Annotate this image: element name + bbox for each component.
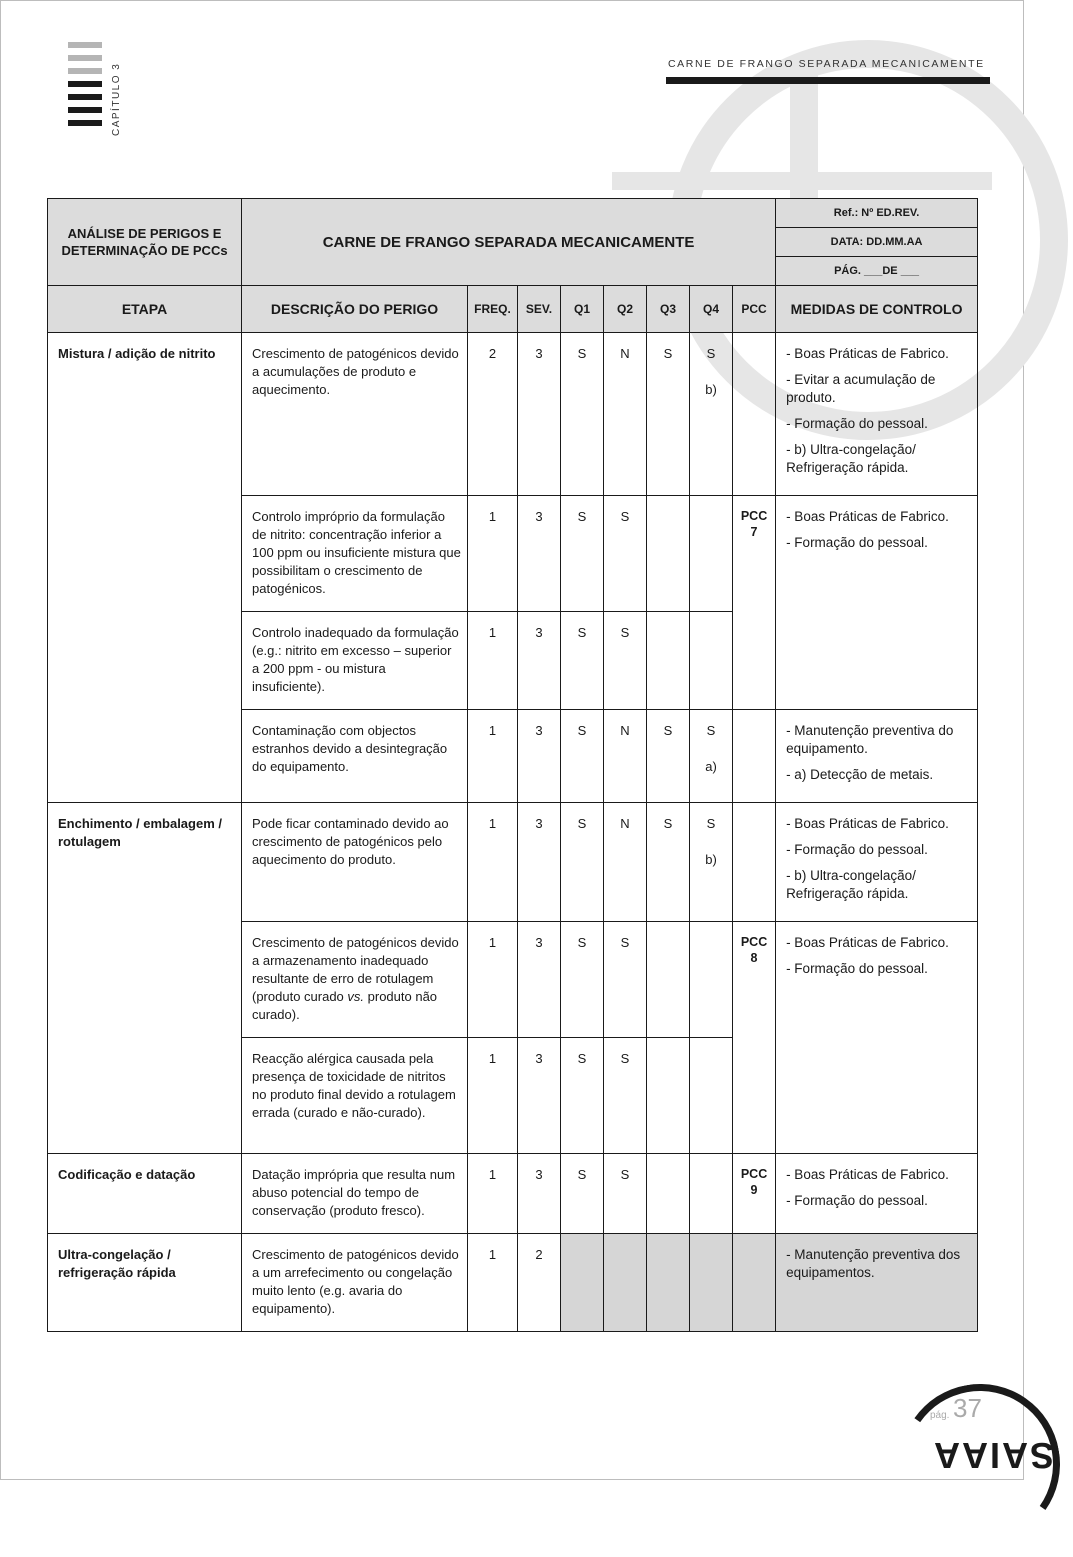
page-field: PÁG. ___DE ___: [776, 257, 978, 286]
q3-value: S: [647, 803, 690, 922]
pcc-cell: [733, 710, 776, 803]
sev-value: 3: [518, 1154, 561, 1234]
q2-value: N: [604, 710, 647, 803]
q2-value: S: [604, 1154, 647, 1234]
q4-value: [690, 1234, 733, 1332]
control-measure: - Formação do pessoal.: [786, 535, 928, 550]
sev-value: 3: [518, 333, 561, 496]
column-header-etapa: ETAPA: [48, 286, 242, 333]
table-row: [48, 1234, 978, 1332]
q2-value: N: [604, 333, 647, 496]
control-measures: [776, 710, 978, 803]
hazard-description: Contaminação com objectos estranhos devido a desintegração do equipamento.: [242, 710, 468, 803]
pcc-number: 9: [750, 1183, 758, 1197]
sev-value: 3: [518, 803, 561, 922]
q4-cell: [690, 803, 733, 922]
table-title-line: DETERMINAÇÃO DE PCCs: [61, 243, 228, 258]
control-measures: [776, 803, 978, 922]
pcc-cell: [733, 1234, 776, 1332]
q1-value: S: [561, 496, 604, 612]
hazard-description: Reacção alérgica causada pela presença de toxicidade de nitritos no produto final devido a rotulagem errada (curado e não-curado).: [242, 1038, 468, 1154]
sev-value: 3: [518, 496, 561, 612]
q1-value: S: [561, 710, 604, 803]
q4-value: [690, 496, 733, 612]
control-measure: - Formação do pessoal.: [786, 416, 928, 431]
q2-value: S: [604, 1038, 647, 1154]
control-measures: [776, 333, 978, 496]
q2-value: [604, 1234, 647, 1332]
freq-value: 1: [468, 1234, 518, 1332]
q4-value: S: [706, 816, 716, 831]
q1-value: S: [561, 803, 604, 922]
control-measure: - Boas Práticas de Fabrico.: [786, 935, 949, 950]
q1-value: S: [561, 1154, 604, 1234]
hazard-description: Crescimento de patogénicos devido a acumulações de produto e aquecimento.: [242, 333, 468, 496]
control-measure: - Evitar a acumulação de produto.: [786, 372, 936, 405]
etapa-cell: Enchimento / embalagem / rotulagem: [48, 803, 242, 1154]
control-measure: - Manutenção preventiva dos equipamentos.: [786, 1247, 961, 1280]
ref-field: Ref.: Nº ED.REV.: [776, 199, 978, 228]
column-header-pcc: PCC: [733, 286, 776, 333]
page-header-title: CARNE DE FRANGO SEPARADA MECANICAMENTE: [668, 58, 985, 70]
freq-value: 1: [468, 1038, 518, 1154]
freq-value: 1: [468, 1154, 518, 1234]
column-header-q2: Q2: [604, 286, 647, 333]
freq-value: 1: [468, 710, 518, 803]
control-measures: [776, 1234, 978, 1332]
pcc-number: 7: [750, 525, 758, 539]
hazard-description: Controlo inadequado da formulação (e.g.: nitrito em excesso – superior a 200 ppm - ou mistura insuficiente).: [242, 612, 468, 710]
q3-value: [647, 1234, 690, 1332]
etapa-cell: Ultra-congelação / refrigeração rápida: [48, 1234, 242, 1332]
q4-value: [690, 922, 733, 1038]
logo: SAIAA: [932, 1435, 1055, 1476]
date-field: DATA: DD.MM.AA: [776, 228, 978, 257]
sev-value: 3: [518, 922, 561, 1038]
control-measure: - Boas Práticas de Fabrico.: [786, 346, 949, 361]
q1-value: S: [561, 612, 604, 710]
q4-note: b): [705, 852, 717, 867]
pcc-label: PCC: [740, 935, 768, 949]
control-measure: - b) Ultra-congelação/ Refrigeração rápida.: [786, 442, 916, 475]
control-measures: [776, 1154, 978, 1234]
control-measure: - Formação do pessoal.: [786, 1193, 928, 1208]
pcc-number: 8: [750, 951, 758, 965]
q3-value: [647, 1154, 690, 1234]
q4-cell: [690, 333, 733, 496]
hazard-description: Controlo impróprio da formulação de nitrito: concentração inferior a 100 ppm ou insuficiente mistura que possibilitam o crescimento de patogénicos.: [242, 496, 468, 612]
sev-value: 3: [518, 1038, 561, 1154]
pcc-cell: [733, 496, 776, 710]
control-measure: - b) Ultra-congelação/ Refrigeração rápida.: [786, 868, 916, 901]
q1-value: S: [561, 1038, 604, 1154]
header-rule: [666, 77, 990, 84]
etapa-cell: Codificação e datação: [48, 1154, 242, 1234]
q3-value: S: [647, 710, 690, 803]
q4-note: a): [705, 759, 717, 774]
page-label: pág.: [930, 1410, 950, 1421]
column-header-descricao: DESCRIÇÃO DO PERIGO: [242, 286, 468, 333]
etapa-cell: Mistura / adição de nitrito: [48, 333, 242, 803]
product-title: CARNE DE FRANGO SEPARADA MECANICAMENTE: [242, 199, 776, 286]
q4-cell: [690, 710, 733, 803]
q4-value: S: [706, 346, 716, 361]
q3-value: [647, 496, 690, 612]
control-measure: - Boas Práticas de Fabrico.: [786, 509, 949, 524]
freq-value: 1: [468, 496, 518, 612]
hazard-analysis-table: [47, 198, 978, 1332]
control-measure: - a) Detecção de metais.: [786, 767, 934, 782]
column-header-freq: FREQ.: [468, 286, 518, 333]
chapter-marker-icon: [68, 42, 102, 133]
decorative-bar: [612, 172, 992, 190]
control-measure: - Boas Práticas de Fabrico.: [786, 816, 949, 831]
hazard-description-italic: vs.: [347, 989, 365, 1004]
pcc-label: PCC: [740, 509, 768, 523]
pcc-label: PCC: [740, 1167, 768, 1181]
freq-value: 1: [468, 612, 518, 710]
control-measures: [776, 922, 978, 1154]
pcc-cell: [733, 803, 776, 922]
q4-value: [690, 612, 733, 710]
page-number: 37: [953, 1393, 982, 1423]
q3-value: [647, 612, 690, 710]
control-measure: - Boas Práticas de Fabrico.: [786, 1167, 949, 1182]
chapter-label: CAPÍTULO 3: [111, 62, 122, 136]
hazard-description: Pode ficar contaminado devido ao crescimento de patogénicos pelo aquecimento do produto.: [242, 803, 468, 922]
control-measure: - Formação do pessoal.: [786, 961, 928, 976]
q4-value: [690, 1038, 733, 1154]
pcc-cell: [733, 922, 776, 1154]
column-header-q1: Q1: [561, 286, 604, 333]
q2-value: S: [604, 922, 647, 1038]
q2-value: N: [604, 803, 647, 922]
table-title-line: ANÁLISE DE PERIGOS E: [67, 226, 222, 241]
pcc-cell: [733, 333, 776, 496]
sev-value: 2: [518, 1234, 561, 1332]
q3-value: [647, 922, 690, 1038]
q4-value: [690, 1154, 733, 1234]
sev-value: 3: [518, 710, 561, 803]
q2-value: S: [604, 612, 647, 710]
column-header-sev: SEV.: [518, 286, 561, 333]
freq-value: 1: [468, 922, 518, 1038]
pcc-cell: [733, 1154, 776, 1234]
table-row: [48, 333, 978, 496]
table-row: [48, 1154, 978, 1234]
control-measure: - Manutenção preventiva do equipamento.: [786, 723, 954, 756]
q1-value: [561, 1234, 604, 1332]
q1-value: S: [561, 333, 604, 496]
control-measure: - Formação do pessoal.: [786, 842, 928, 857]
sev-value: 3: [518, 612, 561, 710]
hazard-description-text: produto não curado).: [252, 989, 438, 1022]
column-header-q3: Q3: [647, 286, 690, 333]
q4-value: S: [706, 723, 716, 738]
q3-value: [647, 1038, 690, 1154]
freq-value: 2: [468, 333, 518, 496]
column-header-medidas: MEDIDAS DE CONTROLO: [776, 286, 978, 333]
q2-value: S: [604, 496, 647, 612]
hazard-description: [242, 922, 468, 1038]
column-header-q4: Q4: [690, 286, 733, 333]
q3-value: S: [647, 333, 690, 496]
hazard-description-text: Crescimento de patogénicos devido a armazenamento inadequado resultante de erro de rotulagem (produto curado: [252, 935, 459, 1004]
freq-value: 1: [468, 803, 518, 922]
control-measures: [776, 496, 978, 710]
q1-value: S: [561, 922, 604, 1038]
hazard-description: Crescimento de patogénicos devido a um arrefecimento ou congelação muito lento (e.g. avaria do equipamento).: [242, 1234, 468, 1332]
table-row: [48, 803, 978, 922]
table-title-cell: [48, 199, 242, 286]
q4-note: b): [705, 382, 717, 397]
hazard-description: Datação imprópria que resulta num abuso potencial do tempo de conservação (produto fresco).: [242, 1154, 468, 1234]
